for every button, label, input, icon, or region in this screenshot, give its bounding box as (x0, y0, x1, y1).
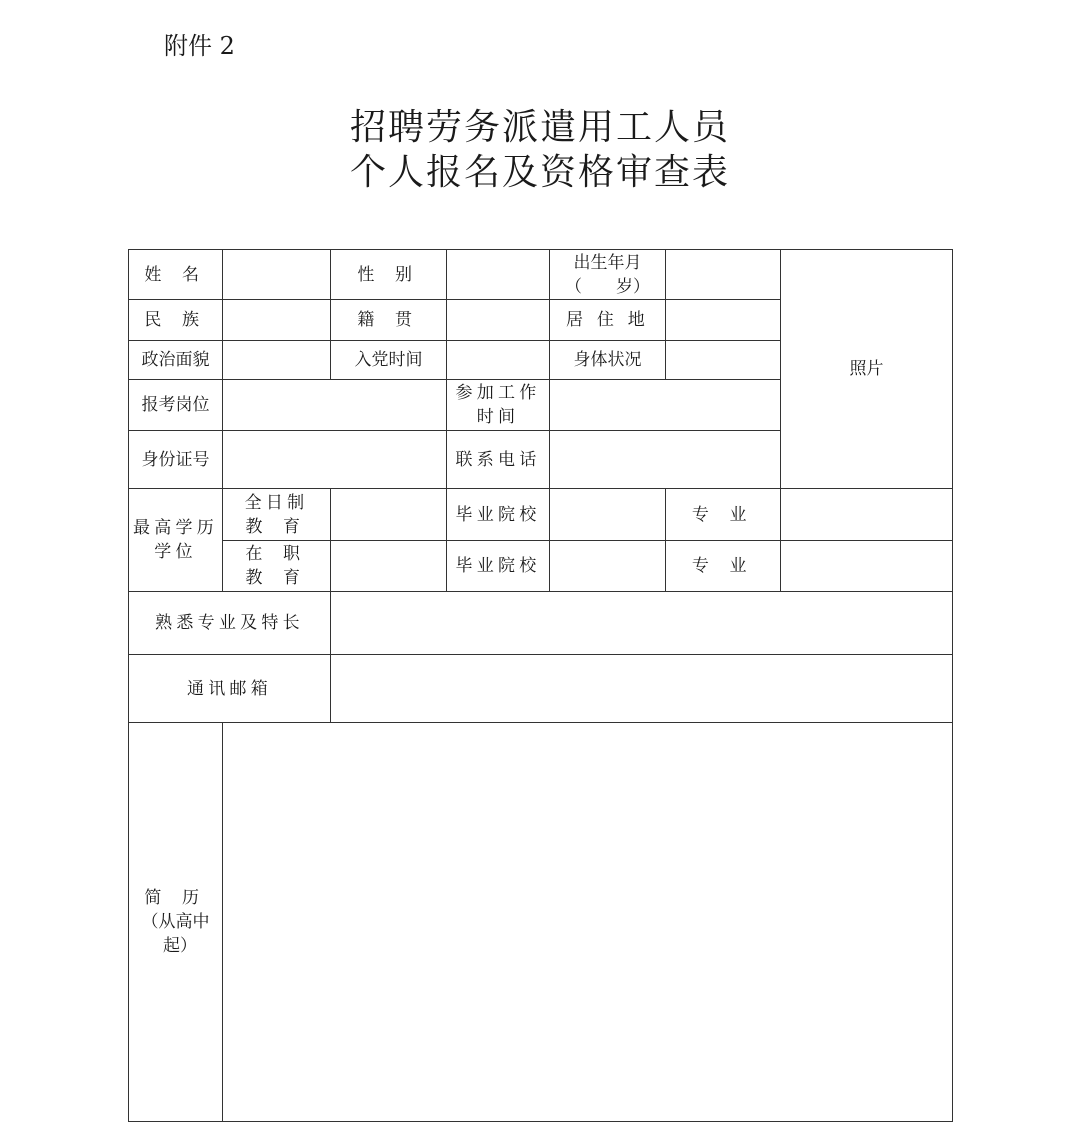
row-name (129, 250, 953, 300)
position-field[interactable] (223, 380, 447, 431)
work-start-line2: 时间 (476, 407, 520, 427)
row-email (129, 655, 953, 723)
form-title-line-1: 招聘劳务派遣用工人员 (349, 107, 730, 148)
inservice-line1: 在 职 (245, 544, 308, 564)
political-status-label: 政治面貌 (129, 341, 223, 380)
fulltime-line2: 教 育 (245, 516, 308, 537)
native-place-field[interactable] (447, 300, 550, 341)
fulltime-line1: 全日制 (244, 492, 309, 513)
native-place-label: 籍 贯 (331, 300, 447, 341)
id-number-field[interactable] (223, 431, 447, 489)
skills-label: 熟悉专业及特长 (129, 592, 331, 655)
email-field[interactable] (331, 655, 953, 723)
position-label: 报考岗位 (129, 380, 223, 431)
health-field[interactable] (666, 341, 781, 380)
fulltime-major-field[interactable] (781, 489, 953, 541)
photo-box (781, 250, 953, 489)
inservice-school-field[interactable] (550, 541, 666, 592)
political-status-field[interactable] (223, 341, 331, 380)
photo-label: 照片 (849, 359, 884, 379)
birth-label-line1: 出生年月 (573, 252, 642, 273)
form-title-line-2: 个人报名及资格审查表 (349, 152, 730, 193)
residence-field[interactable] (666, 300, 781, 341)
party-join-label: 入党时间 (331, 341, 447, 380)
birth-label (550, 250, 666, 300)
inservice-label (223, 541, 331, 592)
resume-line3: 起） (163, 936, 197, 956)
residence-label: 居 住 地 (550, 300, 666, 341)
inservice-school-label: 毕业院校 (447, 541, 550, 592)
resume-label (129, 723, 223, 1122)
birth-label-line2: （ 岁） (565, 276, 650, 297)
row-skills (129, 592, 953, 655)
fulltime-school-field[interactable] (550, 489, 666, 541)
registration-form-table (128, 249, 953, 1122)
resume-line1: 简 历 (144, 888, 207, 908)
education-label-line2: 学位 (154, 542, 197, 562)
fulltime-school-label: 毕业院校 (447, 489, 550, 541)
phone-label: 联系电话 (447, 431, 550, 489)
health-label: 身体状况 (550, 341, 666, 380)
work-start-label (447, 380, 550, 431)
ethnicity-label: 民 族 (129, 300, 223, 341)
work-start-field[interactable] (550, 380, 781, 431)
fulltime-major-label: 专 业 (666, 489, 781, 541)
work-start-line1: 参加工作 (455, 383, 541, 403)
birth-field[interactable] (666, 250, 781, 300)
row-inservice-education (129, 541, 953, 592)
id-number-label: 身份证号 (129, 431, 223, 489)
phone-field[interactable] (550, 431, 781, 489)
inservice-line2: 教 育 (245, 568, 308, 588)
gender-label: 性 别 (331, 250, 447, 300)
fulltime-label (223, 489, 331, 541)
resume-line2: （从高中 (141, 912, 210, 932)
inservice-major-field[interactable] (781, 541, 953, 592)
name-label: 姓 名 (129, 250, 223, 300)
fulltime-degree-field[interactable] (331, 489, 447, 541)
inservice-major-label: 专 业 (666, 541, 781, 592)
row-fulltime-education (129, 489, 953, 541)
education-label (129, 489, 223, 592)
resume-field[interactable] (223, 723, 953, 1122)
row-resume (129, 723, 953, 1122)
gender-field[interactable] (447, 250, 550, 300)
attachment-label: 附件 2 (164, 32, 235, 60)
name-field[interactable] (223, 250, 331, 300)
email-label: 通讯邮箱 (129, 655, 331, 723)
skills-field[interactable] (331, 592, 953, 655)
inservice-degree-field[interactable] (331, 541, 447, 592)
party-join-field[interactable] (447, 341, 550, 380)
ethnicity-field[interactable] (223, 300, 331, 341)
education-label-line1: 最高学历 (133, 518, 218, 538)
